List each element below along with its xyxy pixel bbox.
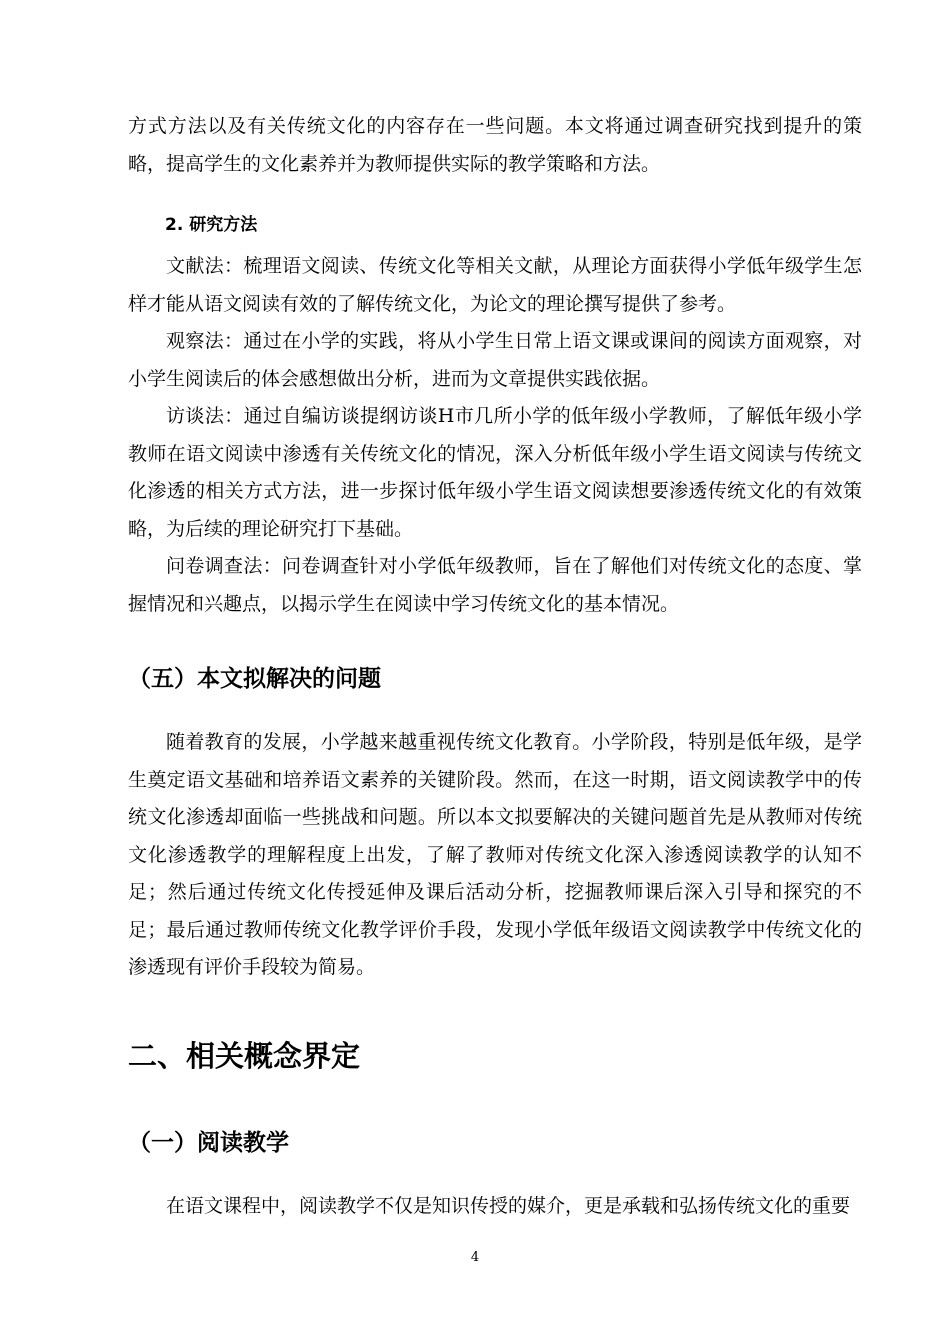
paragraph-literature-method: 文献法：梳理语文阅读、传统文化等相关文献，从理论方面获得小学低年级学生怎样才能从语文阅读有效的了解传统文化，为论文的理论撰写提供了参考。	[128, 255, 862, 315]
paragraph-observation-method: 观察法：通过在小学的实践，将从小学生日常上语文课或课间的阅读方面观察，对小学生阅读后的体会感想做出分析，进而为文章提供实践依据。	[128, 330, 862, 390]
paragraph-problems: 随着教育的发展，小学越来越重视传统文化教育。小学阶段，特别是低年级，是学生奠定语文基础和培养语文素养的关键阶段。然而，在这一时期，语文阅读教学中的传统文化渗透却面临一些挑战和问题。所以本文拟要解决的关键问题首先是从教师对传统文化渗透教学的理解程度上出发，了解了教师对传统文化深入渗透阅读教学的认知不足；然后通过传统文化传授延伸及课后活动分析，挖掘教师课后深入引导和探究的不足；最后通过教师传统文化教学评价手段，发现小学低年级语文阅读教学中传统文化的渗透现有评价手段较为简易。	[128, 731, 862, 978]
page-number: 4	[470, 1250, 480, 1265]
paragraph-questionnaire-method: 问卷调查法：问卷调查针对小学低年级教师，旨在了解他们对传统文化的态度、掌握情况和兴趣点，以揭示学生在阅读中学习传统文化的基本情况。	[128, 555, 862, 615]
paragraph-continuation: 方式方法以及有关传统文化的内容存在一些问题。本文将通过调查研究找到提升的策略，提高学生的文化素养并为教师提供实际的教学策略和方法。	[128, 115, 862, 175]
paragraph-interview-method: 访谈法：通过自编访谈提纲访谈H市几所小学的低年级小学教师，了解低年级小学教师在语文阅读中渗透有关传统文化的情况，深入分析低年级小学生语文阅读与传统文化渗透的相关方式方法，进一步探讨低年级小学生语文阅读想要渗透传统文化的有效策略，为后续的理论研究打下基础。	[128, 405, 862, 540]
heading-reading-teaching: （一）阅读教学	[128, 1130, 289, 1156]
heading-chapter-two: 二、相关概念界定	[128, 1039, 361, 1073]
heading-research-methods: 2. 研究方法	[165, 215, 258, 235]
paragraph-reading-teaching: 在语文课程中，阅读教学不仅是知识传授的媒介，更是承载和弘扬传统文化的重要	[166, 1195, 851, 1217]
heading-problems-to-solve: （五）本文拟解决的问题	[128, 666, 381, 692]
